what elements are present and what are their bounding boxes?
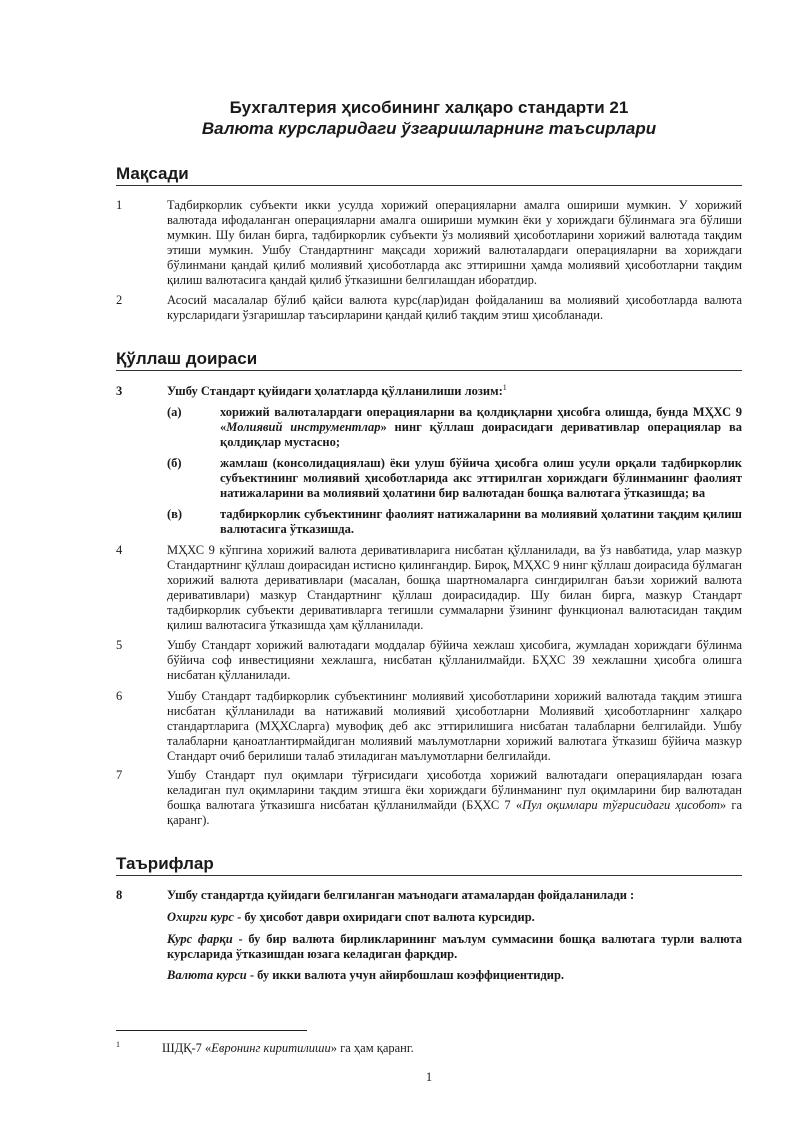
paragraph-text: МҲХС 9 кўпгина хорижий валюта деривативларига нисбатан қўлланилади, ва ўз навбатида, улар мазкур Стандартнинг қўллаш доирасидан истисно қилингандир. Бироқ, МҲХС 9 нинг қўллаш доирасида бўлмаган хорижий валюта деривативлари (масалан, бошқа шартномаларга сингдирилган баъзи хорижий валюта деривативлари) мазкур Стандартнинг қўллаш доирасидадир. Шу билан бирга, мазкур Стандарт тадбиркорлик субъекти деривативларга тегишли суммаларни ўзининг функционал валютасидан тақдим қилиш валютасига ўтказишда ҳам қўлланилади. [167, 543, 742, 632]
paragraph-text: Асосий масалалар бўлиб қайси валюта курс(лар)идан фойдаланиш ва молиявий ҳисоботларда валюта курсларидаги ўзгаришлар таъсирларини қандай қилиб тақдим этиш ҳисобланади. [167, 293, 742, 322]
footnote-text: ШДҚ-7 «Евронинг киритилиши» га ҳам қаранг. [162, 1041, 414, 1055]
paragraph-number: 1 [116, 198, 123, 212]
footnote-separator [116, 1030, 307, 1031]
paragraph-text: Ушбу Стандарт тадбиркорлик субъектининг молиявий ҳисоботларини хорижий валютада тақдим этишга нисбатан қўлланилади ва натижавий молиявий ҳисоботларни Молиявий ҳисоботларнинг халқаро стандартларига (МҲХСларга) мувофиқ деб акс эттирилишига нисбатан талабларни белгилайди. Ушбу талабларни қаноатлантирмайдиган молиявий маълумотларни хорижий валютага ўтказиш бўйича мазкур Стандарт очиб берилиши талаб этиладиган маълумотларни белгилайди. [167, 689, 742, 763]
definition-item: Курс фарқи - бу бир валюта бирликларининг маълум суммасини бошқа валютага турли валюта курсларида ўтказишдан юзага келадиган фарқдир. [167, 932, 743, 961]
footnote-number: 1 [116, 1040, 120, 1049]
page-number: 1 [425, 1070, 433, 1084]
document-title: Бухгалтерия ҳисобининг халқаро стандарти 21 [229, 98, 629, 117]
paragraph-text: Ушбу Стандарт қуйидаги ҳолатларда қўлланилиши лозим:$^1$ [167, 382, 507, 398]
paragraph-number: 4 [116, 543, 123, 557]
paragraph-number: 3 [116, 384, 123, 398]
definition-term: Курс фарқи [167, 932, 233, 946]
paragraph-number: 5 [116, 638, 123, 652]
definition-term: Валюта курси [167, 968, 247, 982]
list-item-text: тадбиркорлик субъектининг фаолият натижаларини ва молиявий ҳолатини тақдим қилиш валютасига ўтказишда. [220, 507, 742, 536]
paragraph-number: 7 [116, 768, 123, 782]
footnote-reference[interactable]: 1 [502, 382, 507, 392]
list-item-label: (а) [167, 405, 182, 419]
list-item-label: (в) [167, 507, 183, 521]
paragraph-text: Ушбу стандартда қуйидаги белгиланган маънодаги атамалардан фойдаланилади : [167, 888, 635, 902]
paragraph-number: 8 [116, 888, 123, 902]
paragraph-number: 6 [116, 689, 123, 703]
section-heading-scope: Қўллаш доираси [116, 349, 742, 371]
paragraph-text: Ушбу Стандарт пул оқимлари тўғрисидаги ҳисоботда хорижий валютадаги операциялардан юзага келадиган пул оқимларини тақдим этишга ёки хориждаги бўлинманинг пул оқимларини бир валютадан бошқа валютага ўтказишга нисбатан қўлланилмайди (БҲХС 7 «Пул оқимлари тўғрисидаги ҳисобот» га қаранг). [167, 768, 742, 827]
section-heading-definitions: Таърифлар [116, 854, 742, 876]
paragraph-number: 2 [116, 293, 123, 307]
list-item-text: жамлаш (консолидациялаш) ёки улуш бўйича ҳисобга олиш усули орқали тадбиркорлик субъектининг молиявий ҳисоботларида акс эттирилган хориждаги бўлинманинг фаолият натижаларини ва молиявий ҳолатини бир валютадан бошқа валютага ўтказишда; ва [220, 456, 742, 500]
paragraph-text: Ушбу Стандарт хорижий валютадаги моддалар бўйича хежлаш ҳисобига, жумладан хориждаги бўлинма бўйича соф инвестицияни хежлашга, нисбатан қўлланилмайди. БҲХС 39 хежлашни ҳисобга олишга нисбатан қўлланилади. [167, 638, 742, 682]
definition-item: Валюта курси - бу икки валюта учун айирбошлаш коэффициентидир. [167, 968, 565, 982]
paragraph-text: Тадбиркорлик субъекти икки усулда хорижий операцияларни амалга ошириши мумкин. У хорижий валютада ифодаланган операцияларни амалга ошириши мумкин ёки у хориждаги бўлинмага эга бўлиши мумкин. Шу билан бирга, тадбиркорлик субъекти ўз молиявий ҳисоботларини хорижий валютада тақдим этиши мумкин. Ушбу Стандартнинг мақсади хорижий валюталардаги операцияларни ва хориждаги бўлинмани қандай қилиб молиявий ҳисоботларда акс эттиришни ҳамда молиявий ҳисоботларни тақдим қилиш валютасига қандай қилиб ўтказишни белгилашдан иборатдир. [167, 198, 742, 287]
list-item-text: хорижий валюталардаги операцияларни ва қолдиқларни ҳисобга олишда, бунда МҲХС 9 «Молиявий инструментлар» нинг қўллаш доирасидаги деривативлар операциялар ва қолдиқлар мустасно; [220, 405, 742, 449]
document-subtitle: Валюта курсларидаги ўзгаришларнинг таъсирлари [201, 119, 657, 138]
definition-term: Охирги курс [167, 910, 234, 924]
section-heading-objective: Мақсади [116, 164, 742, 186]
list-item-label: (б) [167, 456, 182, 470]
definition-item: Охирги курс - бу ҳисобот даври охиридаги спот валюта курсидир. [167, 910, 535, 924]
